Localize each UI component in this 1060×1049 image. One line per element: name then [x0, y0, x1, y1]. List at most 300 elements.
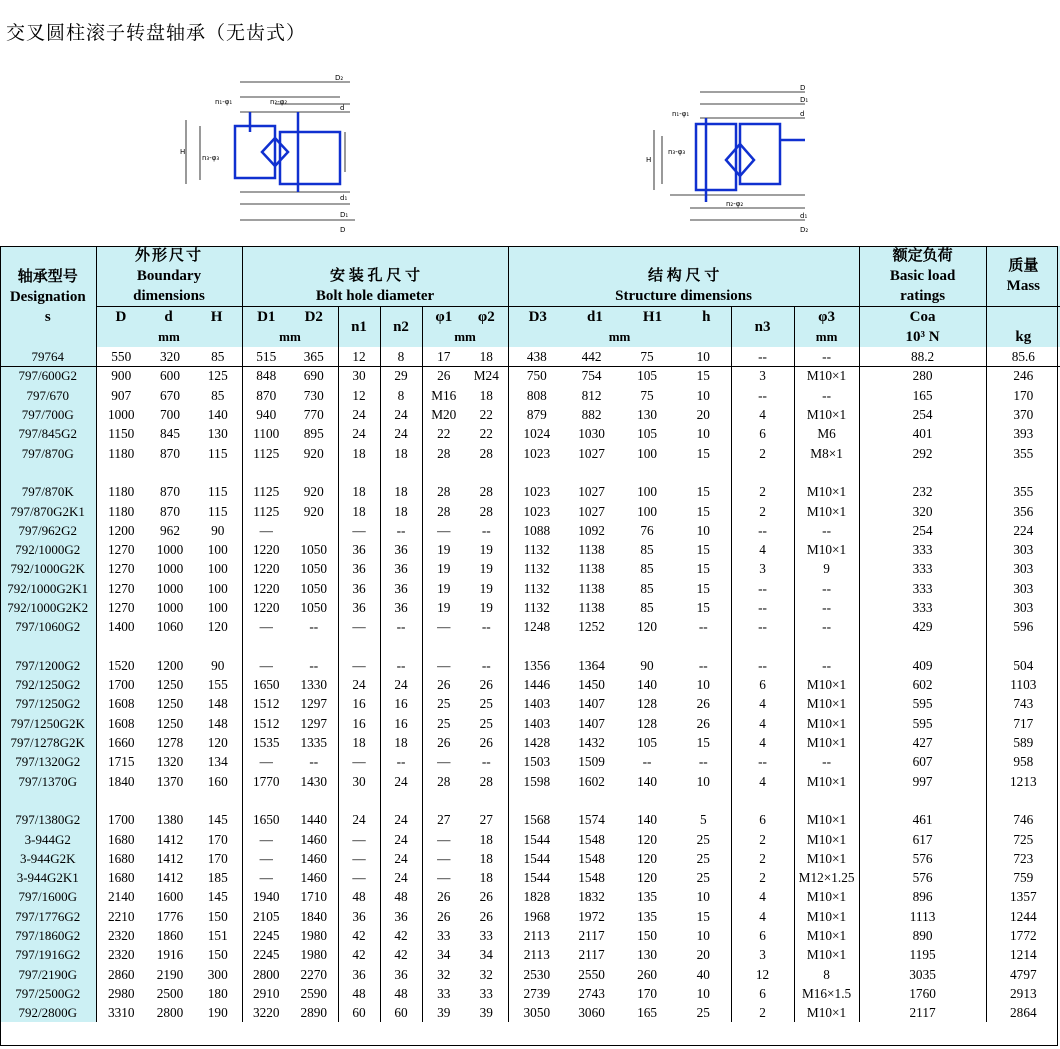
value-cell: 22 — [422, 424, 465, 443]
value-cell: 576 — [859, 849, 986, 868]
value-cell: 3050 — [508, 1003, 565, 1022]
value-cell: 1050 — [300, 600, 328, 615]
spacer-cell — [290, 791, 338, 810]
value-cell: 596 — [986, 617, 1060, 636]
value-cell: 2 — [731, 1003, 794, 1022]
value-cell: 16 — [380, 714, 422, 733]
value-cell: 26 — [696, 715, 710, 731]
value-cell: 1132 — [508, 598, 565, 617]
value-cell: -- — [380, 617, 422, 636]
value-cell: 165 — [859, 386, 986, 405]
value-cell: 2 — [731, 829, 794, 848]
value-cell: 1000 — [96, 405, 146, 424]
value-cell: — — [338, 656, 380, 675]
value-cell: 607 — [859, 752, 986, 771]
value-cell: 1412 — [156, 870, 184, 886]
value-cell: 105 — [637, 735, 658, 751]
col-d1: d1 — [587, 309, 603, 325]
value-cell: 232 — [859, 482, 986, 501]
value-cell: 1600 — [156, 889, 184, 905]
value-cell: 743 — [986, 694, 1060, 713]
value-cell: 1520 — [96, 656, 146, 675]
table-row — [0, 810, 1060, 829]
value-cell: 1968 — [508, 907, 565, 926]
designation-cell: 797/700G — [0, 405, 96, 424]
value-cell: 1297 — [300, 715, 328, 731]
value-cell: 595 — [859, 714, 986, 733]
col-kg: kg — [986, 307, 1060, 348]
value-cell: 15 — [696, 445, 710, 461]
value-cell: M10×1 — [794, 405, 859, 424]
value-cell: 18 — [380, 443, 422, 462]
label-n2-phi2: n₂-φ₂ — [270, 98, 288, 106]
value-cell: 1548 — [578, 831, 605, 847]
value-cell: 900 — [96, 366, 146, 385]
value-cell: -- — [794, 656, 859, 675]
value-cell: 1220 — [242, 579, 290, 598]
value-cell: 4797 — [986, 965, 1060, 984]
spacer-cell — [794, 463, 859, 482]
spacer-cell — [465, 463, 508, 482]
table-row — [0, 829, 1060, 848]
value-cell: 18 — [380, 501, 422, 520]
value-cell: 18 — [380, 733, 422, 752]
value-cell: 36 — [338, 598, 380, 617]
value-cell: 2320 — [96, 945, 146, 964]
value-cell: M10×1 — [794, 540, 859, 559]
spacer-cell — [194, 791, 242, 810]
value-cell: 28 — [479, 773, 493, 789]
value-cell: 18 — [338, 482, 380, 501]
value-cell: — — [242, 849, 290, 868]
col-phi3-group — [794, 307, 859, 348]
value-cell: 4 — [731, 694, 794, 713]
table-row — [0, 868, 1060, 887]
value-cell: 140 — [637, 677, 658, 693]
value-cell: 1213 — [986, 772, 1060, 791]
value-cell: 33 — [422, 984, 465, 1003]
value-cell: 1138 — [578, 600, 605, 615]
value-cell: 730 — [303, 387, 324, 403]
value-cell: 1220 — [242, 540, 290, 559]
value-cell: 1509 — [578, 754, 605, 770]
value-cell: 135 — [637, 908, 658, 924]
value-cell: 26 — [696, 696, 710, 712]
value-cell: 2105 — [242, 907, 290, 926]
value-cell: 2117 — [859, 1003, 986, 1022]
value-cell: 1407 — [578, 715, 605, 731]
value-cell: 845 — [160, 426, 180, 442]
value-cell: 920 — [303, 484, 324, 500]
designation-cell: 797/1860G2 — [0, 926, 96, 945]
designation-cell: 797/2190G — [0, 965, 96, 984]
value-cell: 1432 — [578, 735, 605, 751]
designation-cell: 797/870G2K1 — [0, 501, 96, 520]
mass-en: Mass — [1006, 278, 1040, 294]
value-cell: M10×1 — [794, 366, 859, 385]
value-cell: 1297 — [300, 696, 328, 712]
value-cell: 85 — [640, 542, 654, 558]
value-cell: 100 — [637, 503, 658, 519]
spacer-cell — [508, 791, 565, 810]
unit-mm-phi3: mm — [815, 329, 838, 344]
value-cell: 24 — [380, 424, 422, 443]
value-cell: 595 — [859, 694, 986, 713]
value-cell: 1715 — [96, 752, 146, 771]
spacer-cell — [338, 636, 380, 655]
spacer-cell — [618, 791, 676, 810]
col-units-D1D2 — [242, 307, 338, 348]
table-row — [0, 945, 1060, 964]
value-cell: 1535 — [242, 733, 290, 752]
value-cell: 18 — [380, 482, 422, 501]
table-row — [0, 656, 1060, 675]
value-cell: 8 — [380, 386, 422, 405]
value-cell: M16 — [422, 386, 465, 405]
value-cell: 1602 — [578, 773, 605, 789]
value-cell: 1200 — [156, 657, 184, 673]
label-n2-phi2: n₂-φ₂ — [726, 200, 744, 208]
spacer-cell — [146, 791, 194, 810]
designation-cell: 797/1600G — [0, 887, 96, 906]
value-cell: 100 — [207, 542, 228, 558]
value-cell: 100 — [637, 484, 658, 500]
designation-cell: 3-944G2 — [0, 829, 96, 848]
value-cell: 19 — [422, 579, 465, 598]
value-cell: -- — [731, 386, 794, 405]
value-cell: 25 — [422, 694, 465, 713]
value-cell: 1000 — [156, 600, 184, 615]
value-cell: 1980 — [300, 947, 328, 963]
label-n3-phi3: n₃-φ₃ — [668, 148, 686, 156]
label-D: D — [800, 84, 806, 92]
value-cell: 4 — [731, 733, 794, 752]
value-cell: M10×1 — [794, 714, 859, 733]
unit-mm-phi: mm — [454, 329, 476, 344]
load-cn: 额定负荷 — [892, 248, 953, 264]
designation-cell: 797/2500G2 — [0, 984, 96, 1003]
spacer-cell — [242, 463, 290, 482]
value-cell: 15 — [696, 503, 710, 519]
value-cell: 16 — [338, 694, 380, 713]
value-cell: 5 — [699, 812, 707, 828]
value-cell: 10 — [696, 387, 710, 403]
value-cell: -- — [481, 619, 491, 635]
col-n2: n2 — [380, 307, 422, 348]
value-cell: 15 — [696, 542, 710, 558]
value-cell: 1428 — [508, 733, 565, 752]
designation-cell: 797/1060G2 — [0, 617, 96, 636]
value-cell: 370 — [986, 405, 1060, 424]
value-cell: 1608 — [96, 694, 146, 713]
value-cell: 26 — [479, 908, 493, 924]
spacer-cell — [146, 463, 194, 482]
spacer-cell — [618, 636, 676, 655]
spacer-cell — [380, 463, 422, 482]
value-cell: 1132 — [508, 559, 565, 578]
spacer-cell — [676, 791, 731, 810]
value-cell: 1103 — [986, 675, 1060, 694]
col-group-load — [859, 246, 986, 307]
value-cell: 16 — [338, 714, 380, 733]
value-cell: — — [422, 752, 465, 771]
page-title: 交叉圆柱滚子转盘轴承（无齿式） — [6, 22, 307, 44]
value-cell: M10×1 — [794, 945, 859, 964]
designation-cn: 轴承型号 — [17, 268, 78, 285]
value-cell: 2140 — [96, 887, 146, 906]
value-cell: 3 — [731, 559, 794, 578]
value-cell: 1544 — [508, 849, 565, 868]
value-cell: 1132 — [508, 579, 565, 598]
value-cell: 2270 — [300, 966, 328, 982]
col-n3: n3 — [731, 307, 794, 348]
value-cell: 1244 — [986, 907, 1060, 926]
value-cell: 1460 — [300, 831, 328, 847]
designation-cell: 797/870G — [0, 443, 96, 462]
value-cell: 333 — [859, 579, 986, 598]
label-H: H — [646, 156, 652, 164]
value-cell: 15 — [696, 368, 710, 384]
value-cell: 1320 — [156, 754, 184, 770]
boundary-en: Boundary — [136, 268, 202, 284]
value-cell: 1050 — [300, 542, 328, 558]
value-cell: 224 — [986, 521, 1060, 540]
value-cell: 28 — [422, 772, 465, 791]
value-cell: 140 — [637, 812, 658, 828]
value-cell: 1195 — [859, 945, 986, 964]
boundary-cn: 外形尺寸 — [134, 248, 203, 264]
value-cell: 515 — [242, 347, 290, 366]
value-cell: 33 — [479, 985, 493, 1001]
value-cell: 254 — [859, 521, 986, 540]
value-cell: 1840 — [300, 908, 328, 924]
value-cell: 848 — [242, 366, 290, 385]
value-cell: 22 — [479, 407, 493, 423]
value-cell: 1412 — [156, 850, 184, 866]
value-cell: 85.6 — [986, 347, 1060, 366]
value-cell: M20 — [422, 405, 465, 424]
boundary-en2: dimensions — [133, 288, 205, 304]
col-coa: Coa — [909, 309, 936, 325]
value-cell: 32 — [422, 965, 465, 984]
value-cell: 2 — [731, 482, 794, 501]
value-cell: -- — [731, 752, 794, 771]
value-cell: 85 — [640, 600, 654, 615]
value-cell: 303 — [986, 559, 1060, 578]
value-cell: 1446 — [508, 675, 565, 694]
value-cell: 25 — [696, 1005, 710, 1021]
value-cell: 940 — [242, 405, 290, 424]
value-cell: 246 — [986, 366, 1060, 385]
table-row — [0, 675, 1060, 694]
value-cell: 134 — [207, 754, 228, 770]
col-D2: D2 — [304, 309, 323, 325]
value-cell: 4 — [731, 887, 794, 906]
value-cell: 4 — [731, 540, 794, 559]
value-cell: M10×1 — [794, 675, 859, 694]
value-cell: 1544 — [508, 829, 565, 848]
value-cell: 24 — [338, 405, 380, 424]
table-row — [0, 521, 1060, 540]
col-group-structure — [508, 246, 859, 307]
spacer-cell — [96, 636, 146, 655]
value-cell: 170 — [986, 386, 1060, 405]
value-cell: 670 — [160, 387, 180, 403]
value-cell: 18 — [479, 831, 493, 847]
value-cell: -- — [731, 656, 794, 675]
table-row — [0, 694, 1060, 713]
value-cell: 1364 — [578, 657, 605, 673]
value-cell: 1030 — [578, 426, 605, 442]
value-cell: 88.2 — [859, 347, 986, 366]
value-cell: 1125 — [242, 501, 290, 520]
value-cell: 30 — [338, 366, 380, 385]
value-cell: M8×1 — [794, 443, 859, 462]
designation-cell: 797/870K — [0, 482, 96, 501]
value-cell: 1270 — [96, 598, 146, 617]
col-D1: D1 — [257, 309, 276, 325]
value-cell: 24 — [338, 810, 380, 829]
value-cell: 10 — [696, 426, 710, 442]
value-cell: 34 — [479, 947, 493, 963]
value-cell: 1512 — [242, 714, 290, 733]
value-cell: 36 — [380, 540, 422, 559]
value-cell: 320 — [160, 349, 180, 365]
value-cell: 160 — [207, 773, 228, 789]
value-cell: 28 — [422, 443, 465, 462]
spacer-cell — [380, 791, 422, 810]
value-cell: 39 — [479, 1005, 493, 1021]
designation-cell: 797/1776G2 — [0, 907, 96, 926]
value-cell: M10×1 — [794, 887, 859, 906]
value-cell: 429 — [859, 617, 986, 636]
value-cell: 589 — [986, 733, 1060, 752]
value-cell: -- — [731, 598, 794, 617]
value-cell: 1180 — [96, 501, 146, 520]
value-cell: 1330 — [300, 677, 328, 693]
value-cell: M12×1.25 — [794, 868, 859, 887]
value-cell — [290, 521, 338, 540]
value-cell: 754 — [581, 368, 602, 384]
value-cell: 3 — [731, 366, 794, 385]
designation-cell: 792/1000G2K — [0, 559, 96, 578]
col-phi1: φ1 — [435, 309, 453, 325]
value-cell: 617 — [859, 829, 986, 848]
value-cell: 120 — [637, 850, 658, 866]
value-cell: M10×1 — [794, 829, 859, 848]
value-cell: 2980 — [96, 984, 146, 1003]
col-designation — [0, 246, 96, 347]
value-cell: 165 — [637, 1005, 658, 1021]
table-row — [0, 849, 1060, 868]
designation-cell: 797/1250G2 — [0, 694, 96, 713]
value-cell: 303 — [986, 540, 1060, 559]
label-n3-phi3: n₃-φ₃ — [202, 154, 220, 162]
value-cell: 36 — [380, 579, 422, 598]
value-cell: 28 — [479, 445, 493, 461]
value-cell: 1503 — [508, 752, 565, 771]
unit-mm-bolt: mm — [279, 329, 301, 344]
value-cell: 36 — [380, 559, 422, 578]
value-cell: 1770 — [242, 772, 290, 791]
header-divider — [0, 366, 1060, 367]
designation-cell: 3-944G2K — [0, 849, 96, 868]
value-cell: 19 — [479, 580, 493, 596]
value-cell: 24 — [380, 829, 422, 848]
spacer-cell — [986, 636, 1060, 655]
value-cell: M10×1 — [794, 733, 859, 752]
value-cell: 36 — [338, 965, 380, 984]
value-cell: 75 — [640, 387, 654, 403]
value-cell: 105 — [637, 426, 658, 442]
value-cell: 1220 — [242, 559, 290, 578]
value-cell: 2210 — [96, 907, 146, 926]
table-row — [0, 772, 1060, 791]
value-cell: 1113 — [859, 907, 986, 926]
value-cell: 2739 — [508, 984, 565, 1003]
value-cell: 1027 — [578, 484, 605, 500]
value-cell: 1407 — [578, 696, 605, 712]
label-d1: d₁ — [800, 212, 808, 220]
value-cell: 1270 — [96, 540, 146, 559]
col-units-boundary — [96, 307, 242, 348]
value-cell: 150 — [207, 947, 228, 963]
value-cell: 1700 — [96, 810, 146, 829]
col-n1: n1 — [338, 307, 380, 348]
value-cell: 6 — [731, 424, 794, 443]
value-cell: 2320 — [96, 926, 146, 945]
value-cell: 105 — [637, 368, 658, 384]
value-cell: 260 — [637, 966, 658, 982]
value-cell: 2890 — [300, 1005, 328, 1021]
value-cell: 90 — [640, 657, 654, 673]
value-cell: 128 — [637, 715, 658, 731]
value-cell: 19 — [422, 598, 465, 617]
value-cell: 504 — [986, 656, 1060, 675]
spacer-cell — [96, 463, 146, 482]
value-cell: 120 — [637, 619, 658, 635]
value-cell: 920 — [303, 503, 324, 519]
value-cell: 1568 — [508, 810, 565, 829]
value-cell: 2 — [731, 868, 794, 887]
value-cell: 33 — [422, 926, 465, 945]
value-cell: 151 — [207, 928, 228, 944]
value-cell: 2117 — [578, 947, 605, 963]
spacer-cell — [731, 791, 794, 810]
value-cell: 145 — [207, 812, 228, 828]
value-cell: 254 — [859, 405, 986, 424]
value-cell: 25 — [696, 870, 710, 886]
designation-cell: 797/1278G2K — [0, 733, 96, 752]
value-cell: 920 — [303, 445, 324, 461]
value-cell: 36 — [380, 965, 422, 984]
value-cell: 1650 — [242, 675, 290, 694]
value-cell: 896 — [859, 887, 986, 906]
spacer-cell — [794, 791, 859, 810]
value-cell: 185 — [207, 870, 228, 886]
value-cell: 3220 — [242, 1003, 290, 1022]
value-cell: 1700 — [96, 675, 146, 694]
value-cell: M10×1 — [794, 501, 859, 520]
value-cell: 808 — [508, 386, 565, 405]
value-cell: 24 — [380, 675, 422, 694]
value-cell: 15 — [696, 484, 710, 500]
value-cell: 1357 — [986, 887, 1060, 906]
value-cell: 1270 — [96, 579, 146, 598]
value-cell: -- — [309, 657, 319, 673]
value-cell: 10 — [696, 349, 710, 365]
value-cell: 409 — [859, 656, 986, 675]
